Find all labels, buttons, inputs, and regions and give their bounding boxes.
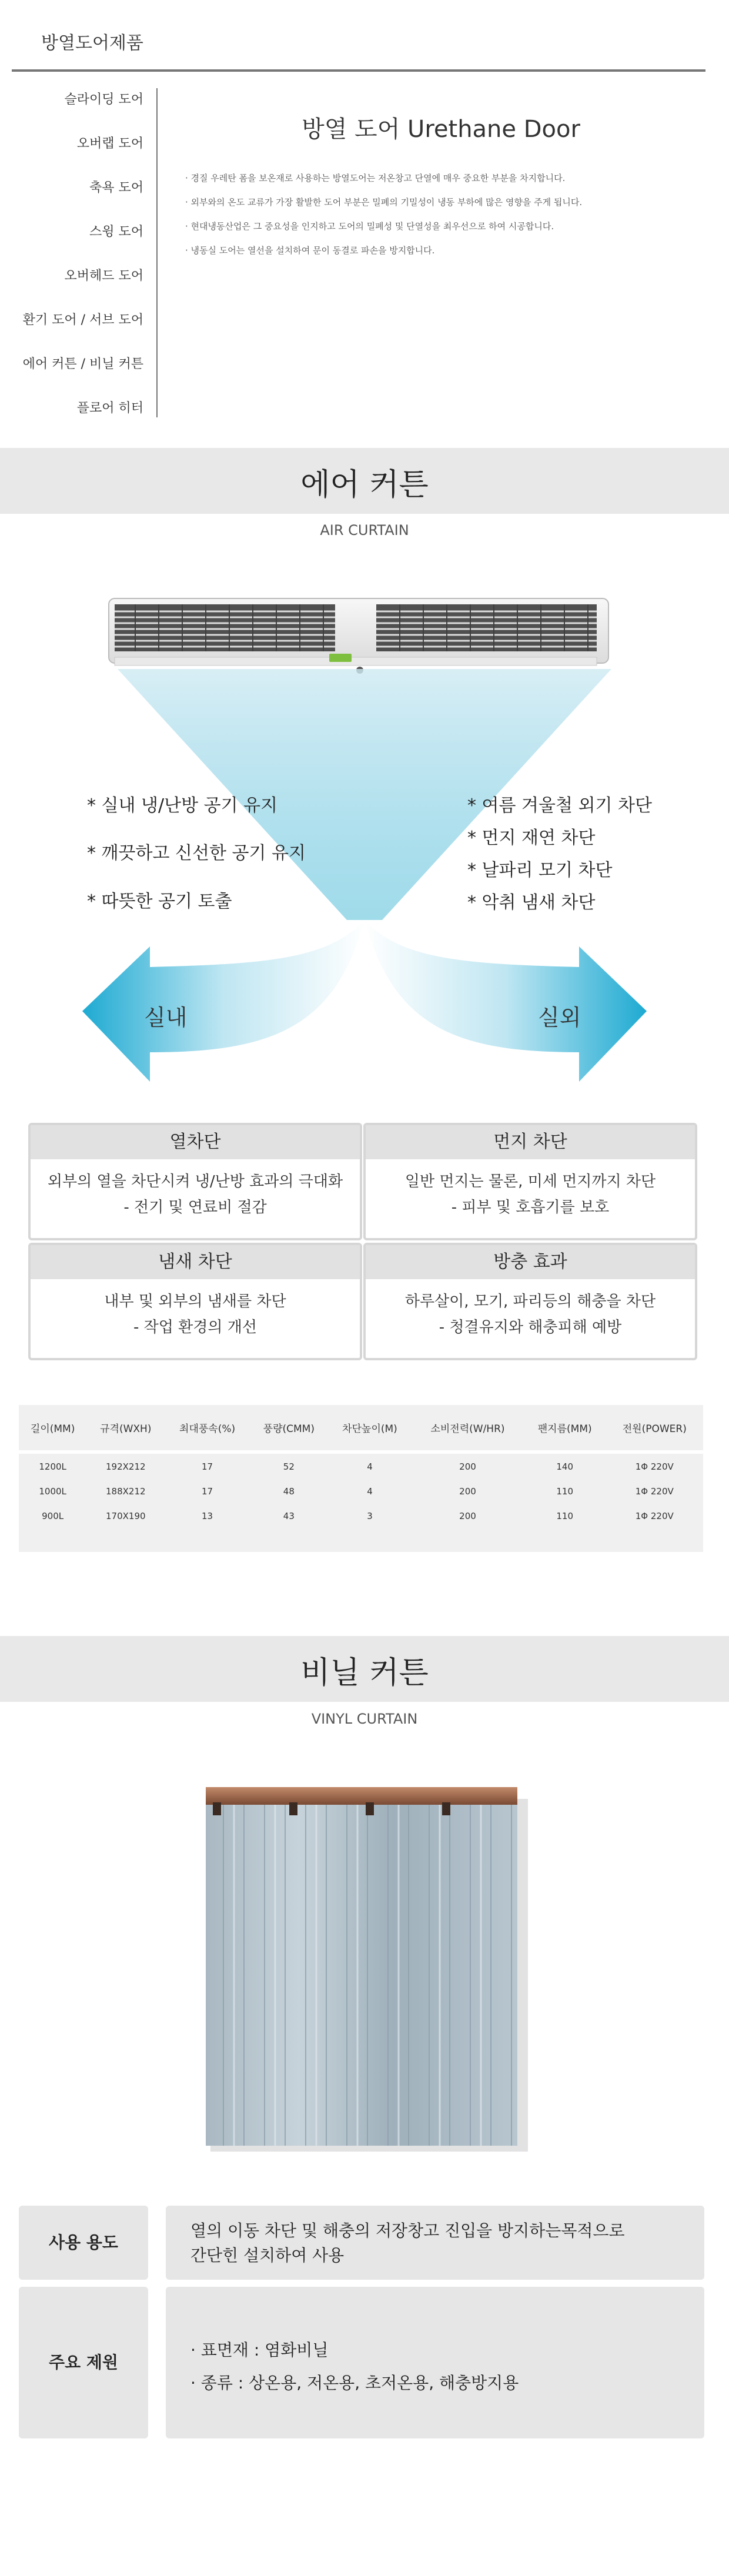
feature-box-odor <box>28 1243 362 1360</box>
feature-left-2: * 깨끗하고 신선한 공기 유지 <box>87 843 306 864</box>
table-cell: 200 <box>459 1461 476 1472</box>
feature-right-3: * 날파리 모기 차단 <box>467 860 613 881</box>
sidebar-item-floor-heater[interactable]: 플로어 히터 <box>76 401 143 416</box>
feature-box-line: - 피부 및 호흡기를 보호 <box>451 1199 610 1216</box>
table-cell: 3 <box>367 1511 373 1521</box>
feature-box-title: 먼지 차단 <box>366 1125 695 1159</box>
feature-box-title: 방충 효과 <box>366 1245 695 1279</box>
table-cell: 900L <box>42 1511 64 1521</box>
category-title: 방열도어제품 <box>41 33 143 53</box>
air-curtain-subtitle: AIR CURTAIN <box>320 522 409 538</box>
sidebar-item-bath-door[interactable]: 축욕 도어 <box>89 180 143 195</box>
table-cell: 140 <box>556 1461 574 1472</box>
header-divider <box>12 69 705 72</box>
table-row <box>19 1479 703 1504</box>
table-cell: 13 <box>202 1511 213 1521</box>
column-header: 풍량(CMM) <box>263 1423 315 1435</box>
table-cell: 200 <box>459 1486 476 1497</box>
spec-label: 주요 제원 <box>19 2287 148 2438</box>
table-cell: 192X212 <box>106 1461 146 1472</box>
air-curtain-title: 에어 커튼 <box>300 467 429 503</box>
table-cell: 170X190 <box>106 1511 146 1521</box>
table-cell: 110 <box>556 1511 574 1521</box>
column-header: 소비전력(W/HR) <box>430 1423 505 1435</box>
table-cell: 1200L <box>39 1461 66 1472</box>
column-header: 최대풍속(%) <box>179 1423 236 1435</box>
column-header: 전원(POWER) <box>622 1423 687 1435</box>
sidebar-item-air-vinyl-curtain[interactable]: 에어 커튼 / 비닐 커튼 <box>22 357 143 372</box>
sidebar-item-swing-door[interactable]: 스윙 도어 <box>89 225 143 239</box>
feature-left-3: * 따뜻한 공기 토출 <box>87 891 232 912</box>
sidebar-item-overlap-door[interactable]: 오버랩 도어 <box>76 136 143 151</box>
intro-line: · 외부와의 온도 교류가 가장 활발한 도어 부분은 밀폐의 기밀성이 냉동 부하에 많은 영향을 주게 됩니다. <box>185 197 583 208</box>
table-cell: 200 <box>459 1511 476 1521</box>
spec-line: · 표면재 : 염화비닐 <box>190 2340 329 2360</box>
air-curtain-unit-image <box>109 598 608 674</box>
left-arrow <box>82 920 364 1082</box>
table-cell: 52 <box>283 1461 295 1472</box>
vinyl-curtain-banner <box>0 1636 729 1702</box>
table-row <box>19 1454 703 1479</box>
column-header: 팬지름(MM) <box>537 1423 592 1435</box>
vinyl-curtain-title: 비닐 커튼 <box>300 1655 429 1691</box>
column-header: 차단높이(M) <box>342 1423 397 1435</box>
table-cell: 188X212 <box>106 1486 146 1497</box>
sidebar-divider <box>156 88 158 417</box>
feature-box-line: - 작업 환경의 개선 <box>133 1319 257 1336</box>
intro-line: · 냉동실 도어는 열선을 설치하여 문이 동결로 파손을 방지합니다. <box>185 245 435 256</box>
intro-description <box>185 166 714 263</box>
sidebar-item-sliding-door[interactable]: 슬라이딩 도어 <box>64 92 143 107</box>
feature-box-title: 냄새 차단 <box>31 1245 360 1279</box>
feature-box-line: 외부의 열을 차단시켜 냉/난방 효과의 극대화 <box>47 1173 343 1190</box>
table-cell: 1Φ 220V <box>635 1486 674 1497</box>
usage-value <box>166 2206 704 2280</box>
air-curtain-banner <box>0 448 729 514</box>
vinyl-curtain-subtitle: VINYL CURTAIN <box>311 1711 418 1727</box>
table-cell: 4 <box>367 1461 373 1472</box>
spec-line: · 종류 : 상온용, 저온용, 초저온용, 해충방지용 <box>190 2373 519 2393</box>
feature-box-line: 하루살이, 모기, 파리등의 해충을 차단 <box>404 1293 656 1310</box>
column-header: 규격(WXH) <box>100 1423 152 1435</box>
usage-line: 열의 이동 차단 및 해충의 저장창고 진입을 방지하는목적으로 <box>190 2221 625 2240</box>
feature-box-line: - 청결유지와 해충피해 예방 <box>439 1319 622 1336</box>
feature-right-2: * 먼지 재연 차단 <box>467 828 596 848</box>
sidebar-item-vent-door[interactable]: 환기 도어 / 서브 도어 <box>22 313 143 327</box>
vinyl-curtain-image <box>200 1787 529 2157</box>
table-row <box>19 1504 703 1528</box>
table-cell: 43 <box>283 1511 295 1521</box>
right-arrow <box>364 920 647 1082</box>
table-cell: 110 <box>556 1486 574 1497</box>
arrow-label-indoor: 실내 <box>144 1005 188 1031</box>
intro-line: · 현대냉동산업은 그 중요성을 인지하고 도어의 밀폐성 및 단열성을 최우선으로 하여 시공합니다. <box>185 221 554 232</box>
sidebar-nav <box>0 82 158 417</box>
feature-box-dust <box>363 1123 697 1240</box>
arrow-label-outdoor: 실외 <box>538 1005 581 1031</box>
usage-label: 사용 용도 <box>19 2206 148 2280</box>
spec-value <box>166 2287 704 2438</box>
feature-right-1: * 여름 겨울철 외기 차단 <box>467 795 652 816</box>
feature-right-4: * 악취 냄새 차단 <box>467 892 596 913</box>
table-header-row <box>19 1405 703 1450</box>
sidebar-item-overhead-door[interactable]: 오버헤드 도어 <box>64 269 143 283</box>
feature-left-1: * 실내 냉/난방 공기 유지 <box>87 795 278 816</box>
table-cell: 4 <box>367 1486 373 1497</box>
feature-box-title: 열차단 <box>31 1125 360 1159</box>
usage-line: 간단힌 설치하여 사용 <box>190 2246 345 2265</box>
table-cell: 1000L <box>39 1486 66 1497</box>
feature-box-insect <box>363 1243 697 1360</box>
air-curtain-spec-table <box>19 1405 703 1552</box>
feature-box-line: - 전기 및 연료비 절감 <box>123 1199 267 1216</box>
table-cell: 17 <box>202 1486 213 1497</box>
feature-box-line: 내부 및 외부의 냄새를 차단 <box>104 1293 286 1310</box>
column-header: 길이(MM) <box>30 1423 75 1435</box>
feature-box-heat <box>28 1123 362 1240</box>
table-cell: 1Φ 220V <box>635 1461 674 1472</box>
table-cell: 1Φ 220V <box>635 1511 674 1521</box>
feature-box-line: 일반 먼지는 물론, 미세 먼지까지 차단 <box>404 1173 656 1190</box>
table-cell: 17 <box>202 1461 213 1472</box>
table-cell: 48 <box>283 1486 295 1497</box>
intro-title: 방열 도어 Urethane Door <box>302 116 580 143</box>
intro-line: · 경질 우레탄 폼을 보온재로 사용하는 방열도어는 저온창고 단열에 매우 중요한 부분을 차지합니다. <box>185 173 566 183</box>
